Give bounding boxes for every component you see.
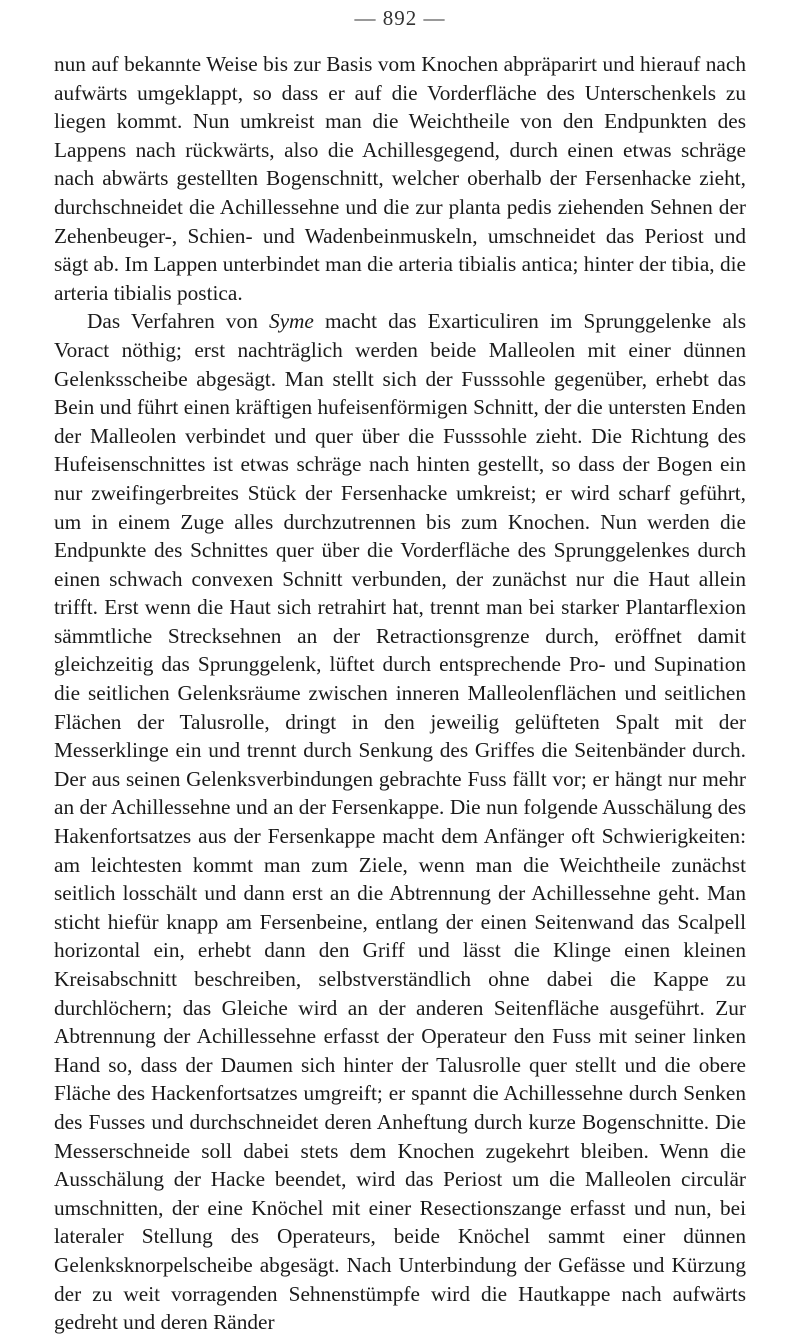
body-text xyxy=(54,50,746,1337)
paragraph-2-lead: Das Verfahren von xyxy=(87,309,269,334)
paragraph-2 xyxy=(54,307,746,1336)
paragraph-1-text: nun auf bekannte Weise bis zur Basis vom Knochen abpräparirt und hierauf nach aufwärts umgeklappt, so dass er auf die Vorderfläche des Unterschenkels zu liegen kommt. Nun umkreist man die Weichtheile von den Endpunkten des Lappens nach rückwärts, also die Achillesgegend, durch einen etwas schräge nach abwärts gestellten Bogenschnitt, welcher oberhalb der Fersenhacke zieht, durchschneidet die Achillessehne und die zur planta pedis ziehenden Sehnen der Zehenbeuger-, Schien- und Wadenbeinmuskeln, umschneidet das Periost und sägt ab. Im Lappen unterbindet man die arteria tibialis antica; hinter der tibia, die arteria tibialis postica. xyxy=(54,52,746,305)
paragraph-1 xyxy=(54,50,746,307)
page-number: — 892 — xyxy=(354,6,446,30)
author-name-syme: Syme xyxy=(268,309,314,334)
paragraph-2-text: macht das Exarticuliren im Sprunggelenke als Voract nöthig; erst nachträglich werden beide Malleolen mit einer dünnen Gelenksscheibe abgesägt. Man stellt sich der Fusssohle gegenüber, erhebt das Bein und führt einen kräftigen hufeisenförmigen Schnitt, der die untersten Enden der Malleolen verbindet und quer über die Fusssohle zieht. Die Richtung des Hufeisenschnittes ist etwas schräge nach hinten gestellt, so dass der Bogen ein nur zweifingerbreites Stück der Fersenhacke umkreist; er wird scharf geführt, um in einem Zuge alles durchzutrennen bis zum Knochen. Nun werden die Endpunkte des Schnittes quer über die Vorderfläche des Sprunggelenkes durch einen schwach convexen Schnitt verbunden, der zunächst nur die Haut allein trifft. Erst wenn die Haut sich retrahirt hat, trennt man bei starker Plantarflexion sämmtliche Strecksehnen an der Retractionsgrenze durch, eröffnet damit gleichzeitig das Sprunggelenk, lüftet durch entsprechende Pro- und Supination die seitlichen Gelenksräume zwischen inneren Malleolenflächen und seitlichen Flächen der Talusrolle, dringt in den jeweilig gelüfteten Spalt mit der Messerklinge ein und trennt durch Senkung des Griffes die Seitenbänder durch. Der aus seinen Gelenksverbindungen gebrachte Fuss fällt vor; er hängt nur mehr an der Achillessehne und an der Fersenkappe. Die nun folgende Ausschälung des Hakenfortsatzes aus der Fersenkappe macht dem Anfänger oft Schwierigkeiten: am leichtesten kommt man zum Ziele, wenn man die Weichtheile zunächst seitlich losschält und dann erst an die Abtrennung der Achillessehne geht. Man sticht hiefür knapp am Fersenbeine, entlang der einen Seitenwand das Scalpell horizontal ein, erhebt dann den Griff und lässt die Klinge einen kleinen Kreisabschnitt beschreiben, selbstverständlich ohne dabei die Kappe zu durchlöchern; das Gleiche wird an der anderen Seitenfläche ausgeführt. Zur Abtrennung der Achillessehne erfasst der Operateur den Fuss mit seiner linken Hand so, dass der Daumen sich hinter der Talusrolle quer stellt und die obere Fläche des Hackenfortsatzes umgreift; er spannt die Achillessehne durch Senken des Fusses und durchschneidet deren Anheftung durch kurze Bogenschnitte. Die Messerschneide soll dabei stets dem Knochen zugekehrt bleiben. Wenn die Ausschälung der Hacke beendet, wird das Periost um die Malleolen circulär umschnitten, der eine Knöchel mit einer Resectionszange erfasst und nun, bei lateraler Stellung des Operateurs, beide Knöchel sammt einer dünnen Gelenksknorpelscheibe abgesägt. Nach Unterbindung der Gefässe und Kürzung der zu weit vorragenden Sehnenstümpfe wird die Hautkappe nach aufwärts gedreht und deren Ränder xyxy=(54,309,746,1335)
